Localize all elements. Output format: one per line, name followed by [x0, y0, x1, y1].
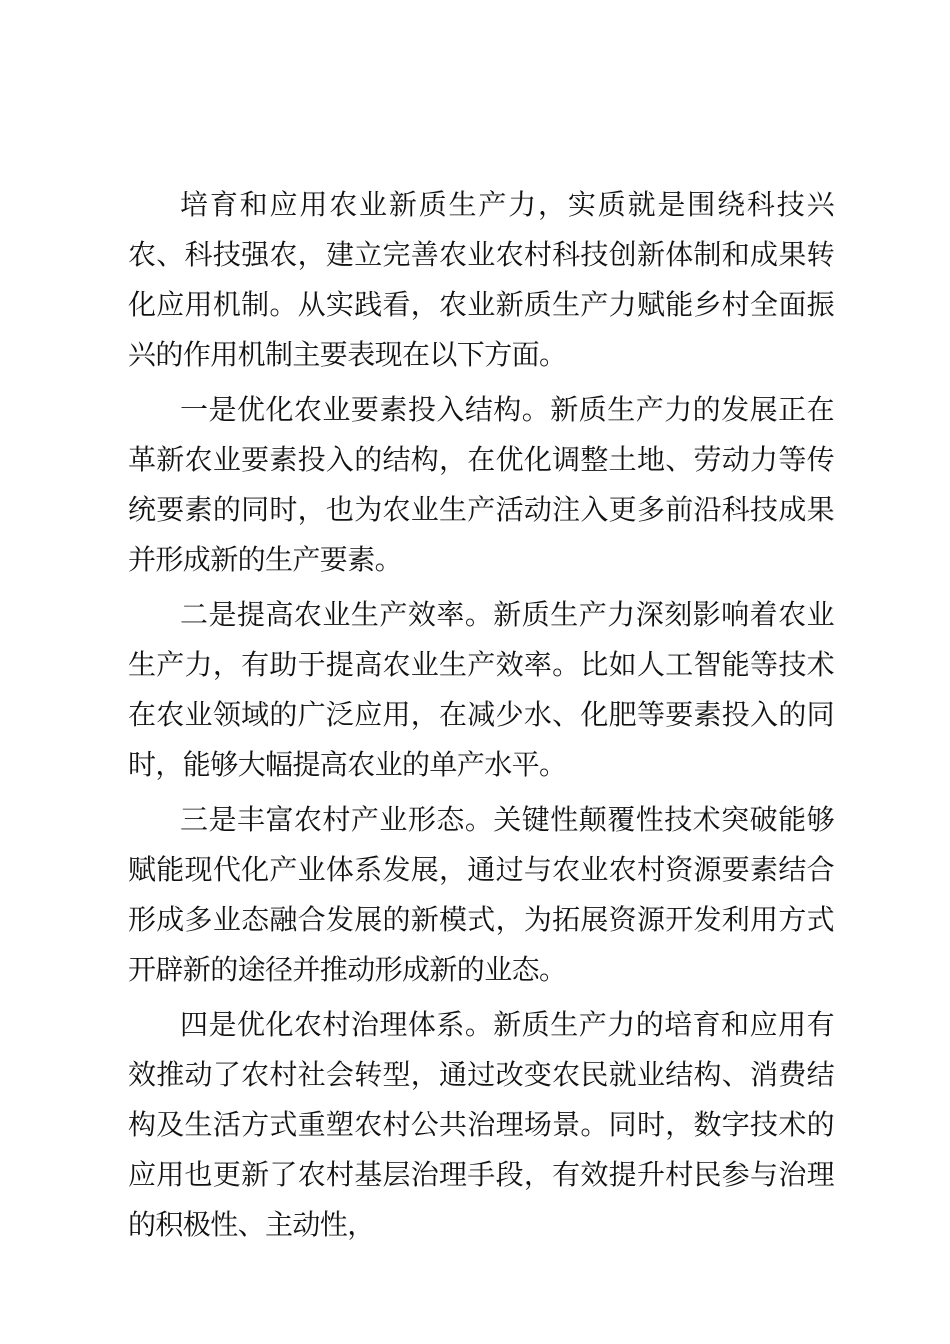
- document-body: [128, 180, 834, 1255]
- intro-paragraph: 培育和应用农业新质生产力，实质就是围绕科技兴农、科技强农，建立完善农业农村科技创新体制和成果转化应用机制。从实践看，农业新质生产力赋能乡村全面振兴的作用机制主要表现在以下方面。: [128, 188, 834, 371]
- point-two-paragraph: 二是提高农业生产效率。新质生产力深刻影响着农业生产力，有助于提高农业生产效率。比如人工智能等技术在农业领域的广泛应用，在减少水、化肥等要素投入的同时，能够大幅提高农业的单产水平。: [128, 598, 834, 781]
- point-three-paragraph: 三是丰富农村产业形态。关键性颠覆性技术突破能够赋能现代化产业体系发展，通过与农业农村资源要素结合形成多业态融合发展的新模式，为拓展资源开发利用方式开辟新的途径并推动形成新的业态。: [128, 803, 834, 986]
- point-four-paragraph: 四是优化农村治理体系。新质生产力的培育和应用有效推动了农村社会转型，通过改变农民就业结构、消费结构及生活方式重塑农村公共治理场景。同时，数字技术的应用也更新了农村基层治理手段，有效提升村民参与治理的积极性、主动性，: [128, 1008, 834, 1241]
- point-one-paragraph: 一是优化农业要素投入结构。新质生产力的发展正在革新农业要素投入的结构，在优化调整土地、劳动力等传统要素的同时，也为农业生产活动注入更多前沿科技成果并形成新的生产要素。: [128, 393, 834, 576]
